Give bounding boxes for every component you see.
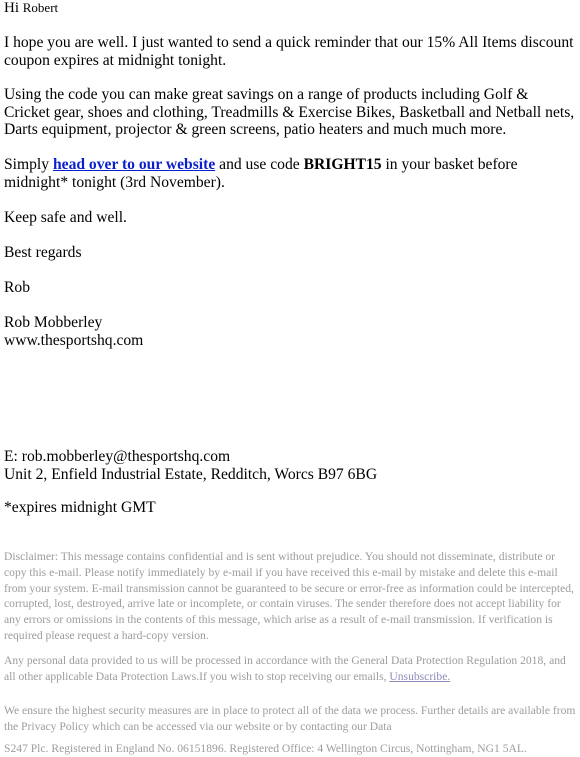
best-regards-text: Best regards <box>4 244 82 261</box>
contact-block <box>4 448 578 483</box>
website-link[interactable]: head over to our website <box>52 156 216 173</box>
disclaimer-text: Disclaimer: This message contains confidential and is sent without prejudice. You should not disseminate, distribute or copy this e-mail. Please notify immediately by e-mail if you have received this e-mail by mistake and delete this e-mail from your system. E-mail transmission cannot be guaranteed to be secure or error-free as information could be intercepted, corrupted, lost, destroyed, arrive late or incomplete, or contain viruses. The sender therefore does not accept liability for any errors or omissions in the contents of this message, which arise as a result of e-mail transmission. If verification is required please request a hard-copy version. <box>4 550 574 642</box>
recipient-name: Robert <box>22 0 59 15</box>
greeting <box>4 0 58 16</box>
keep-safe-text: Keep safe and well. <box>4 209 127 226</box>
expires-note: *expires midnight GMT <box>4 499 156 516</box>
security-notice: We ensure the highest security measures are in place to protect all of the data we process. Further details are available from the Privacy Policy which can be accessed via our website or by contacting our Data <box>4 704 576 733</box>
discount-code: BRIGHT15 <box>303 156 382 173</box>
unsubscribe-link[interactable]: Unsubscribe. <box>389 669 451 683</box>
signature-website: www.thesportshq.com <box>4 331 144 349</box>
cta-paragraph <box>4 156 578 191</box>
intro-paragraph: I hope you are well. I just wanted to send a quick reminder that our 15% All Items discount coupon expires at midnight tonight. <box>4 34 574 69</box>
signature-full-name: Rob Mobberley <box>4 314 103 331</box>
cta-prefix: Simply <box>4 156 53 173</box>
gdpr-text: Any personal data provided to us will be processed in accordance with the General Data Protection Regulation 2018, and all other applicable Data Protection Laws.If you wish to stop receiving our emails, <box>4 654 566 683</box>
cta-suffix: in your basket before midnight* tonight (3rd November). <box>4 156 518 191</box>
contact-address: Unit 2, Enfield Industrial Estate, Redditch, Worcs B97 6BG <box>4 465 378 483</box>
savings-paragraph: Using the code you can make great savings on a range of products including Golf & Cricket gear, shoes and clothing, Treadmills & Exercise Bikes, Basketball and Netball nets, Darts equipment, projector & green screens, patio heaters and much much more. <box>4 86 575 138</box>
contact-email: E: rob.mobberley@thesportshq.com <box>4 448 231 465</box>
signature-block <box>4 314 578 349</box>
sign-off-name: Rob <box>4 279 30 296</box>
cta-middle: and use code <box>215 156 304 173</box>
registration-text: S247 Plc. Registered in England No. 06151896. Registered Office: 4 Wellington Circus, Nottingham, NG1 5AL. <box>4 742 527 755</box>
greeting-hi: Hi <box>4 0 19 16</box>
gdpr-notice <box>4 653 580 685</box>
